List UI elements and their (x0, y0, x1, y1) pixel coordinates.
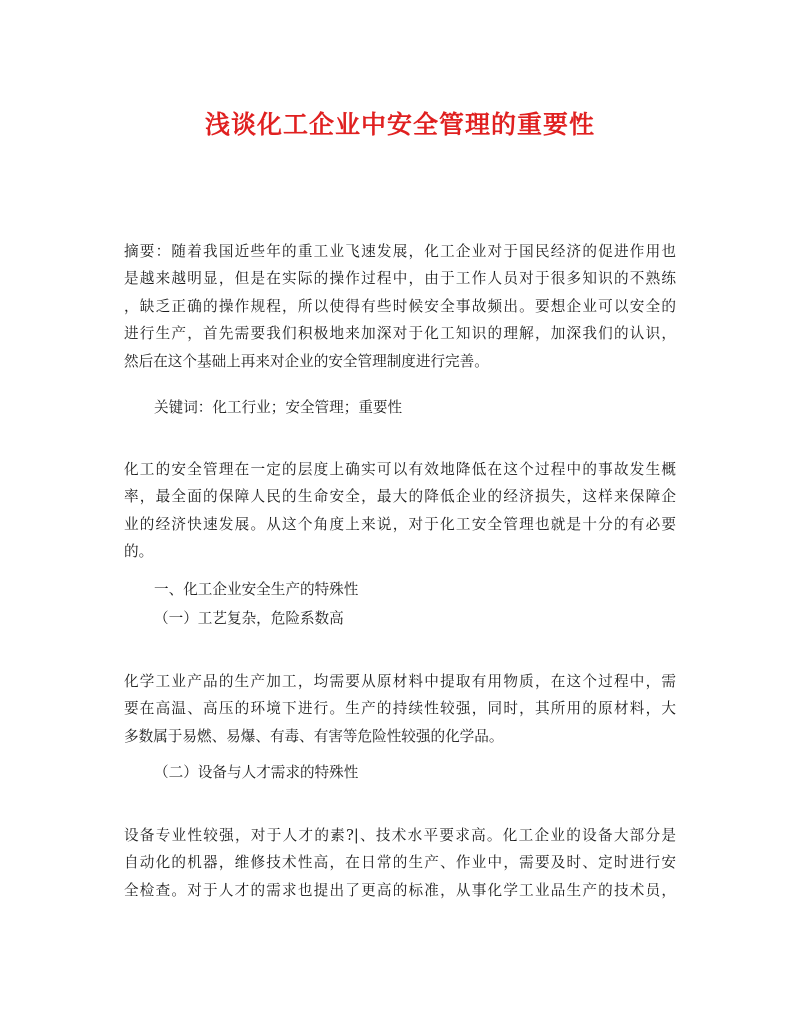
sub2-heading: （二）设备与人才需求的特殊性 (154, 764, 359, 781)
keywords-line: 关键词：化工行业；安全管理；重要性 (154, 399, 403, 416)
abstract-line: 然后在这个基础上再来对企业的安全管理制度进行完善。 (124, 352, 489, 370)
sub2-line: 自动化的机器，维修技术性高，在日常的生产、作业中，需要及时、定时进行安 (124, 854, 676, 872)
intro-paragraph (124, 456, 676, 566)
sub2-line: 设备专业性较强，对于人才的素?|、技术水平要求高。化工企业的设备大部分是 (124, 827, 676, 844)
sub2-paragraph (124, 822, 676, 904)
intro-line: 的。 (124, 543, 154, 561)
sub2-line: 全检查。对于人才的需求也提出了更高的标准，从事化学工业品生产的技术员， (124, 881, 676, 899)
sub1-heading: （一）工艺复杂，危险系数高 (154, 610, 344, 627)
abstract-line: 是越来越明显，但是在实际的操作过程中，由于工作人员对于很多知识的不熟练 (124, 270, 676, 288)
abstract-line: 进行生产，首先需要我们积极地来加深对于化工知识的理解，加深我们的认识， (124, 325, 676, 343)
sub1-line: 多数属于易燃、易爆、有毒、有害等危险性较强的化学品。 (124, 727, 504, 745)
abstract-line: 摘要：随着我国近些年的重工业飞速发展，化工企业对于国民经济的促进作用也 (124, 243, 676, 260)
sub1-paragraph (124, 668, 676, 750)
intro-line: 业的经济快速发展。从这个角度上来说，对于化工安全管理也就是十分的有必要 (124, 515, 676, 533)
section1-heading: 一、化工企业安全生产的特殊性 (154, 581, 359, 598)
abstract-line: ，缺乏正确的操作规程，所以使得有些时候安全事故频出。要想企业可以安全的 (124, 297, 676, 315)
document-title: 浅谈化工企业中安全管理的重要性 (204, 110, 595, 139)
intro-line: 率，最全面的保障人民的生命安全，最大的降低企业的经济损失，这样来保障企 (124, 488, 676, 506)
sub1-line: 要在高温、高压的环境下进行。生产的持续性较强，同时，其所用的原材料，大 (124, 700, 676, 718)
sub1-line: 化学工业产品的生产加工，均需要从原材料中提取有用物质，在这个过程中，需 (124, 673, 676, 690)
intro-line: 化工的安全管理在一定的层度上确实可以有效地降低在这个过程中的事故发生概 (124, 461, 676, 478)
abstract-paragraph (124, 238, 676, 375)
